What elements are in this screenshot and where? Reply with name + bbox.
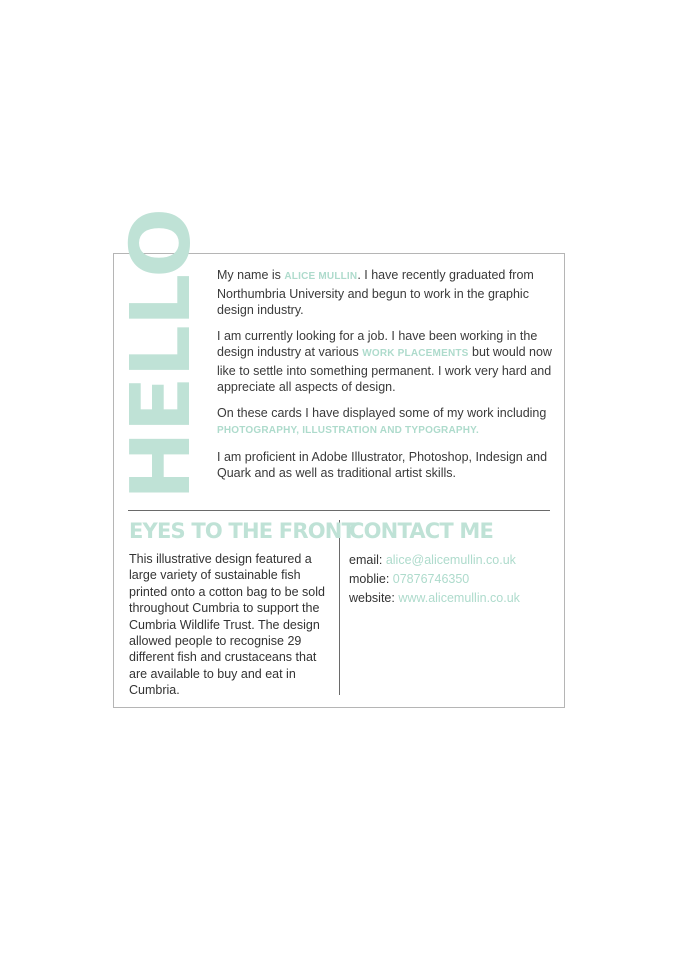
email-row	[349, 551, 549, 570]
email-label: email:	[349, 553, 386, 567]
vertical-divider	[339, 520, 340, 695]
name-highlight: ALICE MULLIN	[284, 271, 358, 282]
mobile-row	[349, 570, 549, 589]
horizontal-divider	[128, 510, 550, 511]
intro-text: I am currently looking for a job. I have been working in the design industry at various	[217, 328, 538, 359]
email-link[interactable]: alice@alicemullin.co.uk	[385, 553, 516, 567]
intro-paragraph-4: I am proficient in Adobe Illustrator, Photoshop, Indesign and Quark and as well as traditional artist skills.	[217, 449, 548, 480]
intro-paragraph-2	[217, 328, 553, 396]
intro-section	[217, 267, 553, 491]
skills-highlight: PHOTOGRAPHY, ILLUSTRATION AND TYPOGRAPHY.	[217, 425, 479, 436]
intro-text: but would now like to settle into something permanent. I work very hard and appreciate all aspects of design.	[217, 345, 552, 394]
intro-text: . I have recently graduated from Northumbria University and begun to work in the graphic design industry.	[217, 268, 534, 317]
intro-paragraph-3	[217, 405, 553, 440]
eyes-to-the-front-description: This illustrative design featured a large variety of sustainable fish printed onto a cotton bag to be sold throughout Cumbria to support the Cumbria Wildlife Trust. The design allowed people to recognise 29 different fish and crustaceans that are available to buy and eat in Cumbria.	[129, 552, 325, 698]
website-row	[349, 589, 549, 608]
work-placements-highlight: WORK PLACEMENTS	[362, 348, 469, 359]
intro-text: My name is	[217, 268, 285, 282]
intro-paragraph-1	[217, 267, 553, 319]
mobile-label: moblie:	[349, 572, 393, 586]
hello-text: HELLO	[114, 209, 209, 500]
website-label: website:	[349, 591, 399, 605]
website-link[interactable]: www.alicemullin.co.uk	[398, 591, 520, 605]
contact-me-title: CONTACT ME	[349, 519, 494, 543]
intro-text: On these cards I have displayed some of my work including	[217, 405, 547, 420]
hello-vertical-heading	[114, 209, 209, 500]
eyes-to-the-front-title: EYES TO THE FRONT	[129, 519, 356, 543]
mobile-number[interactable]: 07876746350	[392, 572, 470, 586]
contact-details	[349, 551, 549, 608]
